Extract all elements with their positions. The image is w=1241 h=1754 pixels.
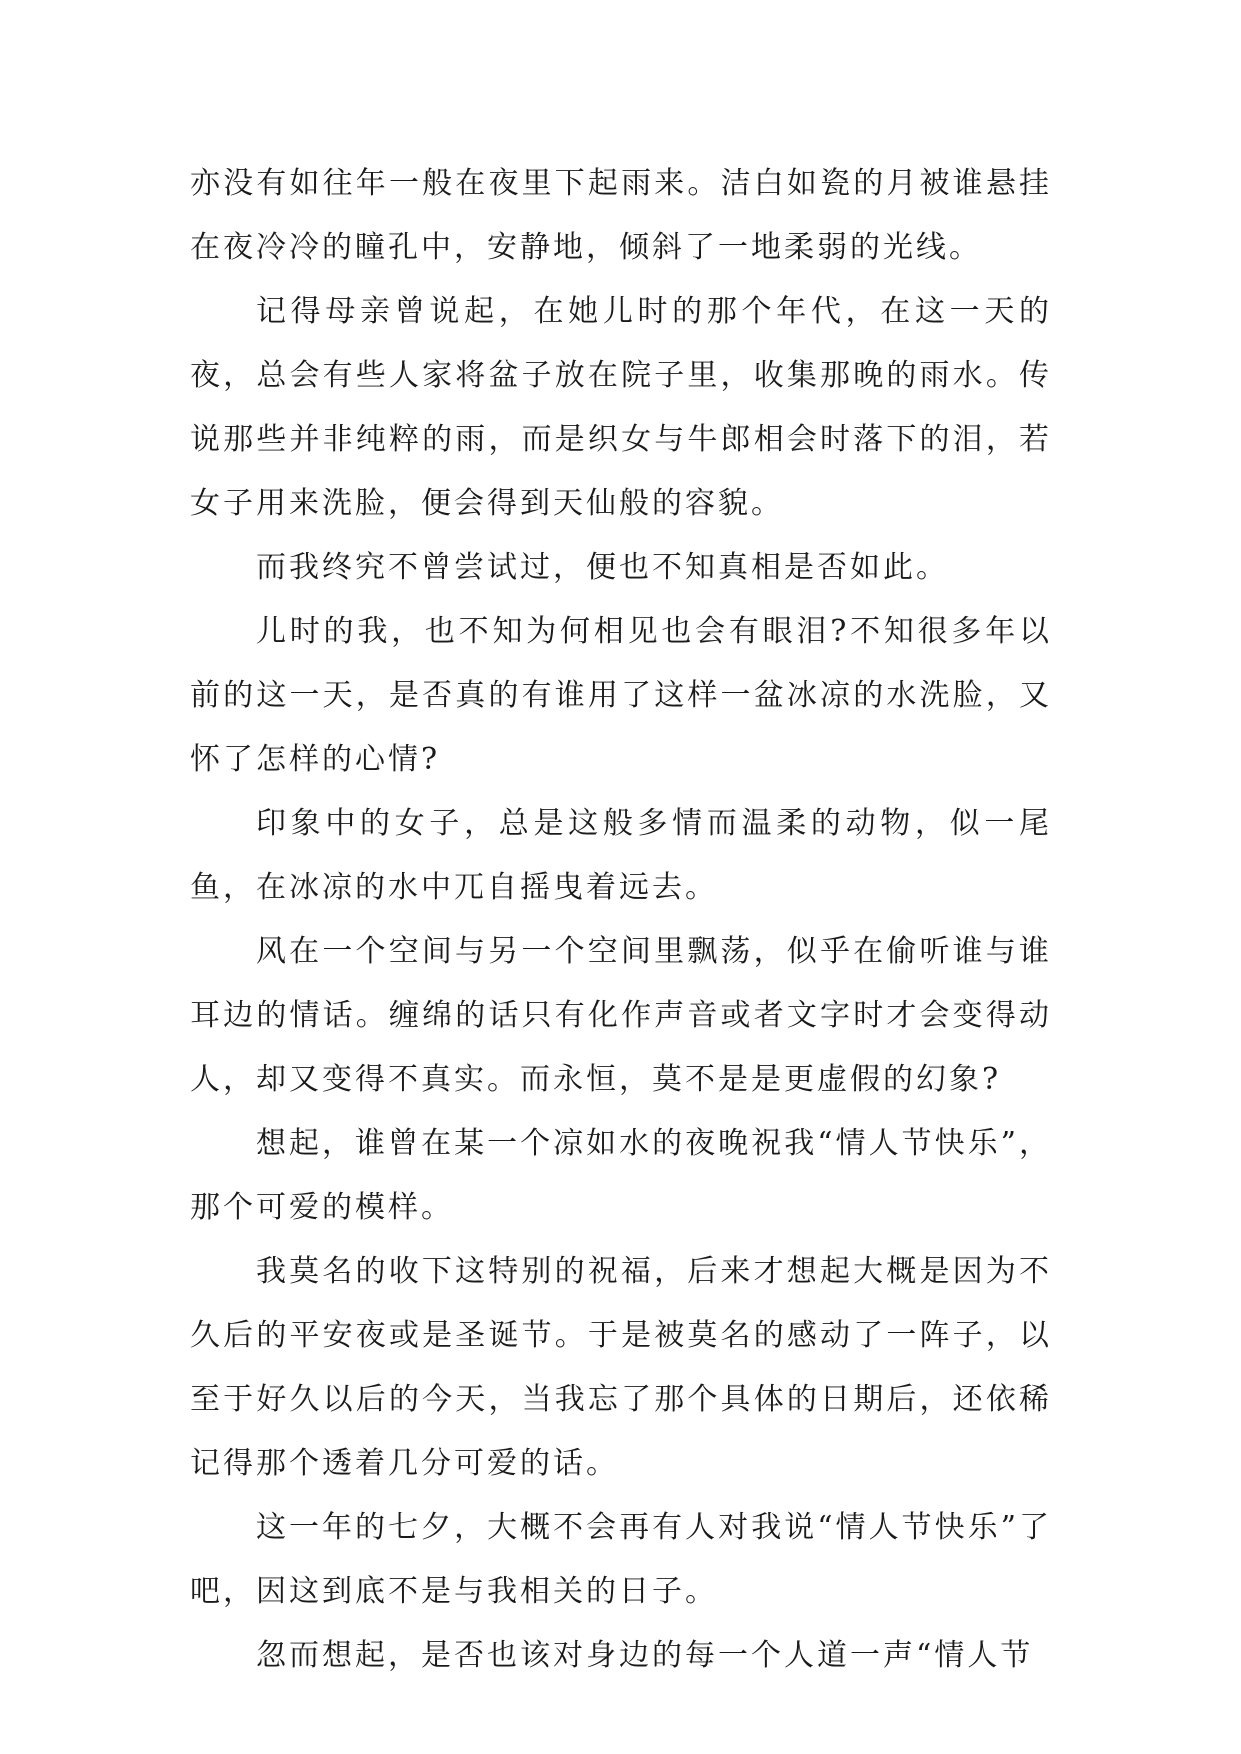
paragraph-10: 忽而想起，是否也该对身边的每一个人道一声“情人节 <box>256 1638 1034 1673</box>
paragraph-3: 而我终究不曾尝试过，便也不知真相是否如此。 <box>256 550 949 585</box>
paragraph-7: 想起，谁曾在某一个凉如水的夜晚祝我“情人节快乐”，那个可爱的模样。 <box>190 1126 1052 1225</box>
paragraph-6: 风在一个空间与另一个空间里飘荡，似乎在偷听谁与谁耳边的情话。缠绵的话只有化作声音或者文字时才会变得动人，却又变得不真实。而永恒，莫不是是更虚假的幻象? <box>190 934 1052 1097</box>
paragraph-1: 亦没有如往年一般在夜里下起雨来。洁白如瓷的月被谁悬挂在夜冷冷的瞳孔中，安静地，倾斜了一地柔弱的光线。 <box>190 166 1052 265</box>
paragraph-2: 记得母亲曾说起，在她儿时的那个年代，在这一天的夜，总会有些人家将盆子放在院子里，收集那晚的雨水。传说那些并非纯粹的雨，而是织女与牛郎相会时落下的泪，若女子用来洗脸，便会得到天仙般的容貌。 <box>190 294 1052 521</box>
paragraph-4: 儿时的我，也不知为何相见也会有眼泪?不知很多年以前的这一天，是否真的有谁用了这样一盆冰凉的水洗脸，又怀了怎样的心情? <box>190 614 1052 777</box>
document-body <box>190 152 1052 1688</box>
paragraph-9: 这一年的七夕，大概不会再有人对我说“情人节快乐”了吧，因这到底不是与我相关的日子。 <box>190 1510 1052 1609</box>
paragraph-8: 我莫名的收下这特别的祝福，后来才想起大概是因为不久后的平安夜或是圣诞节。于是被莫名的感动了一阵子，以至于好久以后的今天，当我忘了那个具体的日期后，还依稀记得那个透着几分可爱的话。 <box>190 1254 1052 1481</box>
paragraph-5: 印象中的女子，总是这般多情而温柔的动物，似一尾鱼，在冰凉的水中兀自摇曳着远去。 <box>190 806 1052 905</box>
